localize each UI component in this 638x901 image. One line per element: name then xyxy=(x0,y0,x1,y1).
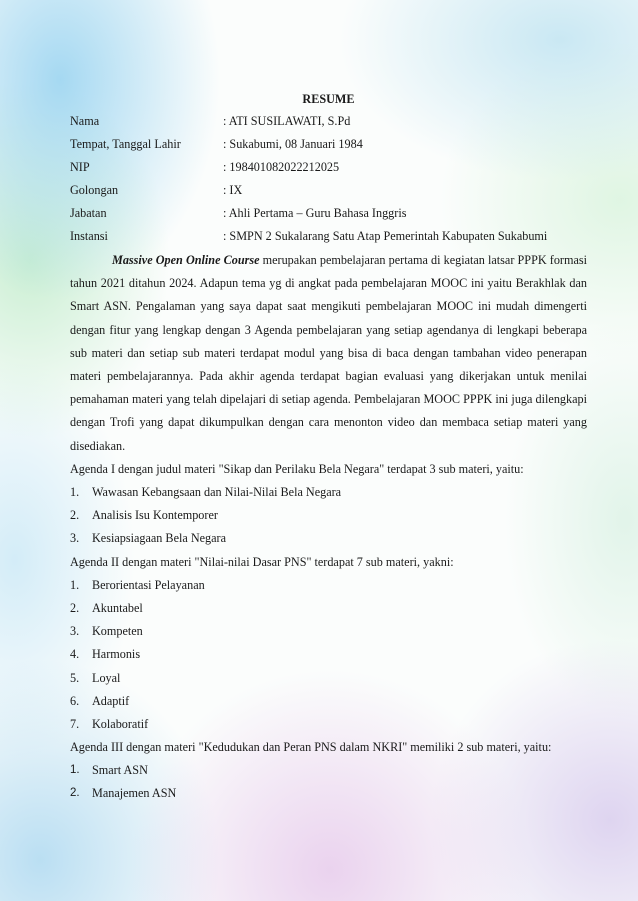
info-row-nip xyxy=(70,156,587,179)
list-text: Berorientasi Pelayanan xyxy=(92,577,205,592)
list-text: Adaptif xyxy=(92,693,130,708)
agenda1-heading: Agenda I dengan judul materi "Sikap dan Perilaku Bela Negara" terdapat 3 sub materi, yaitu: xyxy=(70,461,524,476)
list-text: Loyal xyxy=(92,670,121,685)
info-value: : ATI SUSILAWATI, S.Pd xyxy=(223,114,351,128)
info-label: Tempat, Tanggal Lahir xyxy=(70,137,181,151)
list-number: 4. xyxy=(70,647,80,662)
info-row-jabatan xyxy=(70,202,587,225)
list-number: 3. xyxy=(70,531,80,546)
list-item xyxy=(70,759,587,782)
list-item xyxy=(70,597,587,620)
agenda2-heading: Agenda II dengan materi "Nilai-nilai Dasar PNS" terdapat 7 sub materi, yakni: xyxy=(70,554,454,569)
list-item xyxy=(70,782,587,805)
list-item xyxy=(70,504,587,527)
list-text: Wawasan Kebangsaan dan Nilai-Nilai Bela Negara xyxy=(92,485,342,500)
list-text: Kesiapsiagaan Bela Negara xyxy=(92,531,226,546)
agenda3-list xyxy=(70,759,587,805)
list-item xyxy=(70,481,587,504)
list-item xyxy=(70,574,587,597)
list-text: Manajemen ASN xyxy=(92,786,177,801)
info-label: NIP xyxy=(70,160,90,174)
list-number: 1. xyxy=(70,764,80,777)
document-title: RESUME xyxy=(302,92,355,106)
list-number: 2. xyxy=(70,508,80,523)
info-label: Instansi xyxy=(70,229,108,243)
document-body xyxy=(70,88,587,806)
info-row-nama xyxy=(70,110,587,133)
list-number: 3. xyxy=(70,624,80,639)
list-number: 2. xyxy=(70,787,80,800)
list-item xyxy=(70,643,587,666)
info-value: : 198401082022212025 xyxy=(223,160,340,174)
info-table xyxy=(70,110,587,248)
list-number: 2. xyxy=(70,600,80,615)
list-text: Smart ASN xyxy=(92,763,148,778)
list-text: Akuntabel xyxy=(92,600,143,615)
list-number: 5. xyxy=(70,670,80,685)
agenda2-list xyxy=(70,574,587,736)
intro-text: merupakan pembelajaran pertama di kegiatan latsar PPPK formasi tahun 2021 ditahun 2024. Adapun tema yg di angkat pada pembelajaran MOOC ini yaitu Berakhlak dan Smart ASN. Pengalaman yang saya dapat saat mengikuti pembelajaran MOOC ini mudah dimengerti dengan fitur yang lengkap dengan 3 Agenda pembelajaran yang setiap agendanya di lengkapi beberapa sub materi dan setiap sub materi terdapat modul yang bisa di baca dengan tambahan video penerapan materi pembelajarannya. Pada akhir agenda terdapat bagian evaluasi yang dikerjakan untuk menilai pemahaman materi yang telah dipelajari di setiap agenda. Pembelajaran MOOC PPPK ini juga dilengkapi dengan Trofi yang dapat dikumpulkan dengan cara menonton video dan membaca setiap materi yang disediakan. xyxy=(70,253,587,453)
list-item xyxy=(70,620,587,643)
agenda3-heading: Agenda III dengan materi "Kedudukan dan Peran PNS dalam NKRI" memiliki 2 sub materi, yaitu: xyxy=(70,740,552,755)
list-item xyxy=(70,667,587,690)
list-number: 1. xyxy=(70,577,80,592)
info-value: : IX xyxy=(223,183,243,197)
info-label: Jabatan xyxy=(70,206,107,220)
info-value: : SMPN 2 Sukalarang Satu Atap Pemerintah Kabupaten Sukabumi xyxy=(223,229,548,243)
info-label: Golongan xyxy=(70,183,119,197)
list-text: Analisis Isu Kontemporer xyxy=(92,508,218,523)
list-item xyxy=(70,713,587,736)
list-number: 1. xyxy=(70,485,80,500)
list-item xyxy=(70,690,587,713)
info-row-instansi xyxy=(70,225,587,248)
info-value: : Ahli Pertama – Guru Bahasa Inggris xyxy=(223,206,407,220)
list-text: Kolaboratif xyxy=(92,716,149,731)
info-row-birth xyxy=(70,133,587,156)
list-text: Kompeten xyxy=(92,624,143,639)
info-row-golongan xyxy=(70,179,587,202)
info-label: Nama xyxy=(70,114,100,128)
info-value: : Sukabumi, 08 Januari 1984 xyxy=(223,137,363,151)
agenda1-list xyxy=(70,481,587,551)
intro-emphasis: Massive Open Online Course xyxy=(112,253,260,267)
list-number: 6. xyxy=(70,693,80,708)
intro-paragraph xyxy=(70,248,587,458)
list-number: 7. xyxy=(70,716,80,731)
list-text: Harmonis xyxy=(92,647,141,662)
list-item xyxy=(70,527,587,550)
